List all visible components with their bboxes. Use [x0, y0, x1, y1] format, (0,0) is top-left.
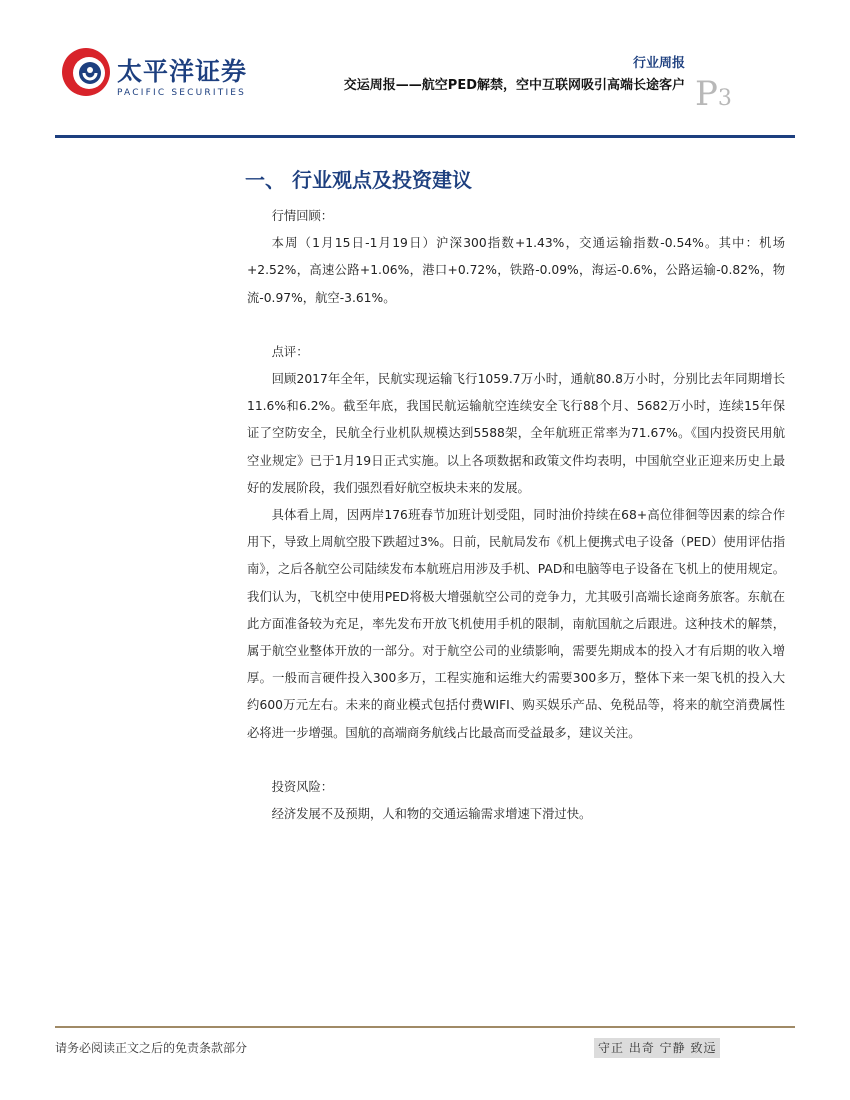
logo-icon	[60, 46, 112, 98]
body-paragraph: 经济发展不及预期，人和物的交通运输需求增速下滑过快。	[271, 807, 592, 822]
body-paragraph: 本周（1月15日-1月19日）沪深300指数+1.43%，交通运输指数-0.54%。其中：机场+2.52%，高速公路+1.06%，港口+0.72%，铁路-0.09%，海运-0.6%，公路运输-0.82%，物流-0.97%，航空-3.61%。	[247, 236, 785, 305]
company-motto: 守正 出奇 宁静 致远	[594, 1038, 720, 1058]
page-number	[695, 74, 732, 119]
paragraph-spacer	[247, 747, 785, 774]
subsection-label: 点评：	[271, 344, 309, 359]
subsection-label: 投资风险：	[271, 779, 334, 794]
subsection-label: 行情回顾：	[271, 209, 334, 223]
logo-name-cn: 太平洋证券	[117, 57, 248, 86]
section-title: 一、 行业观点及投资建议	[245, 168, 472, 192]
disclaimer-text: 请务必阅读正文之后的免责条款部分	[55, 1041, 248, 1055]
report-title: 交运周报——航空PED解禁，空中互联网吸引高端长途客户	[343, 78, 685, 93]
report-type: 行业周报	[632, 56, 685, 71]
paragraph-spacer	[247, 312, 785, 339]
body-paragraph: 回顾2017年全年，民航实现运输飞行1059.7万小时，通航80.8万小时，分别比去年同期增长11.6%和6.2%。截至年底，我国民航运输航空连续安全飞行88个月、5682万小时，连续15年保证了空防安全，民航全行业机队规模达到5588架，全年航班正常率为71.67%。《国内投资民用航空业规定》已于1月19日正式实施。以上各项数据和政策文件均表明，中国航空业正迎来历史上最好的发展阶段，我们强烈看好航空板块未来的发展。	[247, 372, 785, 495]
logo-name-en: PACIFIC SECURITIES	[117, 88, 247, 98]
page-number-digit: 3	[717, 86, 732, 111]
header-divider	[55, 135, 795, 138]
page-number-letter: P	[695, 74, 718, 114]
footer-divider	[55, 1026, 795, 1028]
body-paragraph: 具体看上周，因两岸176班春节加班计划受阻，同时油价持续在68+高位徘徊等因素的综合作用下，导致上周航空股下跌超过3%。日前，民航局发布《机上便携式电子设备（PED）使用评估指南》，之后各航空公司陆续发布本航班启用涉及手机、PAD和电脑等电子设备在飞机上的使用规定。我们认为，飞机空中使用PED将极大增强航空公司的竞争力，尤其吸引高端长途商务旅客。东航在此方面准备较为充足，率先发布开放飞机使用手机的限制，南航国航之后跟进。这种技术的解禁，属于航空业整体开放的一部分。对于航空公司的业绩影响，需要先期成本的投入才有后期的收入增厚。一般而言硬件投入300多万，工程实施和运维大约需要300多万，整体下来一架飞机的投入大约600万元左右。未来的商业模式包括付费WIFI、购买娱乐产品、免税品等，将来的航空消费属性必将进一步增强。国航的高端商务航线占比最高而受益最多，建议关注。	[247, 508, 785, 740]
section-content	[247, 203, 785, 828]
